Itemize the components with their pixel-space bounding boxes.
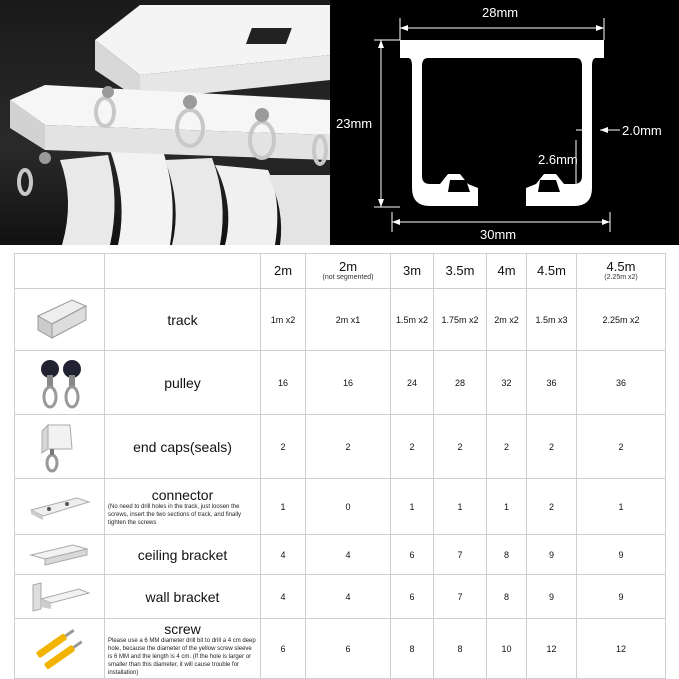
- end-cap-icon: [15, 415, 105, 479]
- table-cell: 32: [487, 351, 527, 415]
- header-cell: 3.5m: [434, 254, 487, 289]
- top-banner: [0, 0, 679, 245]
- table-cell: 9: [577, 575, 666, 619]
- screw-icon: [15, 619, 105, 679]
- table-cell: 4: [306, 535, 391, 575]
- ceiling-bracket-icon: [15, 535, 105, 575]
- header-cell: 3m: [391, 254, 434, 289]
- pulley-icon: [15, 351, 105, 415]
- table-cell: 2: [261, 415, 306, 479]
- table-cell: 1: [487, 479, 527, 535]
- track-profile-diagram: [330, 0, 679, 245]
- table-cell: 8: [434, 619, 487, 679]
- table-row: [15, 575, 666, 619]
- table-cell: 4: [261, 535, 306, 575]
- header-cell: [105, 254, 261, 289]
- table-cell: 2m x1: [306, 289, 391, 351]
- component-name: ceiling bracket: [105, 535, 261, 575]
- product-photo: [0, 0, 330, 245]
- table-cell: 12: [577, 619, 666, 679]
- table-cell: 2: [527, 415, 577, 479]
- table-cell: 12: [527, 619, 577, 679]
- table-cell: 6: [391, 535, 434, 575]
- component-name: connector (No need to drill holes in the track, just loosen the screws, insert the two sections of track, and finally tighten the screws: [105, 479, 261, 535]
- component-name: pulley: [105, 351, 261, 415]
- table-cell: 36: [527, 351, 577, 415]
- table-cell: 2: [306, 415, 391, 479]
- table-cell: 16: [261, 351, 306, 415]
- table-row: [15, 535, 666, 575]
- table-cell: 9: [527, 575, 577, 619]
- width-top-label: 28mm: [482, 5, 519, 20]
- header-cell: 4.5m: [527, 254, 577, 289]
- table-cell: 1: [577, 479, 666, 535]
- table-cell: 8: [487, 535, 527, 575]
- table-cell: 2: [487, 415, 527, 479]
- table-cell: 1: [391, 479, 434, 535]
- table-cell: 1.75m x2: [434, 289, 487, 351]
- table-row: [15, 479, 666, 535]
- header-cell: 2m (not segmented): [306, 254, 391, 289]
- table-row: [15, 289, 666, 351]
- header-cell: 2m: [261, 254, 306, 289]
- table-cell: 24: [391, 351, 434, 415]
- table-cell: 0: [306, 479, 391, 535]
- table-cell: 4: [306, 575, 391, 619]
- table-cell: 6: [391, 575, 434, 619]
- header-cell: [15, 254, 105, 289]
- header-cell: 4.5m (2.25m x2): [577, 254, 666, 289]
- table-cell: 8: [391, 619, 434, 679]
- wall-thickness-label: 2.0mm: [622, 123, 662, 138]
- table-cell: 2: [577, 415, 666, 479]
- component-spec-table: [14, 253, 666, 679]
- table-header-row: [15, 254, 666, 289]
- table-cell: 1m x2: [261, 289, 306, 351]
- table-cell: 9: [527, 535, 577, 575]
- lip-label: 2.6mm: [538, 152, 578, 167]
- table-cell: 1: [261, 479, 306, 535]
- table-cell: 2: [527, 479, 577, 535]
- table-cell: 10: [487, 619, 527, 679]
- table-cell: 16: [306, 351, 391, 415]
- header-cell: 4m: [487, 254, 527, 289]
- component-name: screw Please use a 6 MM diameter drill bit to drill a 4 cm deep hole, because the diameter of the yellow screw sleeve is 6 MM and the length is 4 cm. (If the hole is larger or smaller than this diameter, it will cause trouble for installation): [105, 619, 261, 679]
- table-cell: 28: [434, 351, 487, 415]
- table-cell: 8: [487, 575, 527, 619]
- component-name: wall bracket: [105, 575, 261, 619]
- wall-bracket-icon: [15, 575, 105, 619]
- table-cell: 2m x2: [487, 289, 527, 351]
- connector-note: (No need to drill holes in the track, just loosen the screws, insert the two sections of track, and finally tighten the screws: [108, 503, 242, 526]
- height-label: 23mm: [336, 116, 373, 131]
- component-name: track: [105, 289, 261, 351]
- table-cell: 4: [261, 575, 306, 619]
- table-cell: 6: [261, 619, 306, 679]
- curtain-track-photo: [0, 0, 330, 245]
- width-bottom-label: 30mm: [480, 227, 517, 242]
- track-icon: [15, 289, 105, 351]
- table-cell: 2.25m x2: [577, 289, 666, 351]
- table-row: [15, 619, 666, 679]
- table-cell: 1.5m x2: [391, 289, 434, 351]
- table-cell: 2: [391, 415, 434, 479]
- connector-icon: [15, 479, 105, 535]
- table-cell: 1.5m x3: [527, 289, 577, 351]
- table-cell: 9: [577, 535, 666, 575]
- table-cell: 6: [306, 619, 391, 679]
- table-cell: 36: [577, 351, 666, 415]
- table-cell: 1: [434, 479, 487, 535]
- screw-note: Please use a 6 MM diameter drill bit to drill a 4 cm deep hole, because the diameter of the yellow screw sleeve is 6 MM and the length is 4 cm. (If the hole is larger or smaller than this diameter, it will cause trouble for installation): [108, 637, 256, 676]
- table-cell: 2: [434, 415, 487, 479]
- table-cell: 7: [434, 575, 487, 619]
- table-cell: 7: [434, 535, 487, 575]
- table-row: [15, 351, 666, 415]
- component-name: end caps(seals): [105, 415, 261, 479]
- table-row: [15, 415, 666, 479]
